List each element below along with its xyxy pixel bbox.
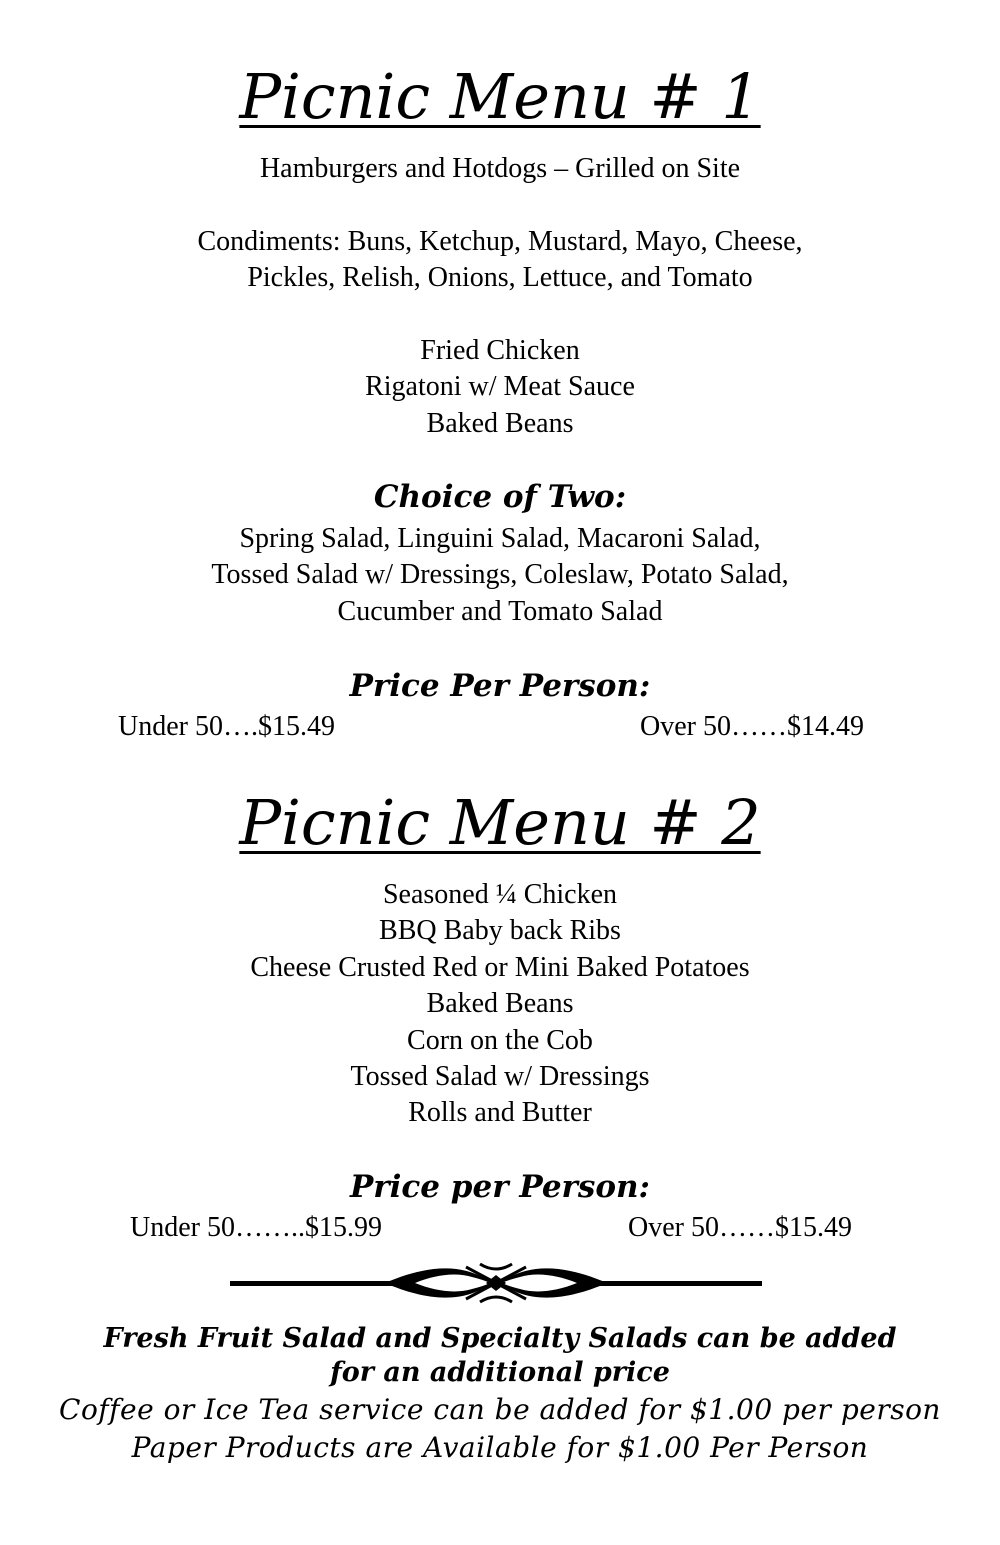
footer-note (0, 1322, 1000, 1390)
footer-bold-line: for an additional price (330, 1357, 670, 1388)
menu1-item: Baked Beans (426, 407, 574, 439)
menu1-condiments-line: Pickles, Relish, Onions, Lettuce, and Tomato (247, 262, 753, 294)
menu1-condiments (0, 224, 1000, 297)
menu1-condiments-line: Condiments: Buns, Ketchup, Mustard, Mayo, Cheese, (197, 226, 803, 257)
menu2-item: Rolls and Butter (408, 1097, 592, 1129)
menu2-title: Picnic Menu # 2 (239, 786, 761, 859)
menu1-choice-list (0, 521, 1000, 630)
menu1-choice-line: Cucumber and Tomato Salad (337, 595, 663, 627)
menu2-price-heading-block (0, 1170, 1000, 1204)
footer-bold-line: Fresh Fruit Salad and Specialty Salads can be added (103, 1323, 897, 1354)
footer-services (0, 1391, 1000, 1467)
menu1-price-under: Under 50….$15.49 (118, 711, 335, 742)
menu2-price-heading: Price per Person: (350, 1169, 650, 1205)
menu2-item: Baked Beans (426, 988, 574, 1020)
menu2-item: Seasoned ¼ Chicken (382, 879, 618, 910)
menu1-items (0, 333, 1000, 442)
menu1-intro: Hamburgers and Hotdogs – Grilled on Site (259, 153, 741, 184)
footer-coffee: Coffee or Ice Tea service can be added for $1.00 per person (59, 1393, 941, 1426)
menu2-price-over: Over 50……$15.49 (628, 1212, 852, 1243)
menu2-title-block (0, 786, 1000, 859)
ornament-divider-icon (230, 1260, 762, 1306)
menu2-items (0, 877, 1000, 1132)
menu2-item: Cheese Crusted Red or Mini Baked Potatoes (250, 951, 750, 983)
menu1-choice-heading: Choice of Two: (373, 479, 627, 515)
menu2-item: Tossed Salad w/ Dressings (350, 1061, 650, 1093)
menu1-choice-heading-block (0, 480, 1000, 514)
menu1-title: Picnic Menu # 1 (239, 60, 761, 133)
menu1-item: Fried Chicken (420, 335, 580, 366)
menu1-item: Rigatoni w/ Meat Sauce (365, 371, 635, 403)
menu1-price-heading-block (0, 669, 1000, 703)
menu2-price-under: Under 50……..$15.99 (130, 1212, 382, 1243)
menu1-choice-line: Spring Salad, Linguini Salad, Macaroni Salad, (239, 523, 761, 554)
menu1-choice-line: Tossed Salad w/ Dressings, Coleslaw, Potato Salad, (211, 559, 789, 591)
menu2-item: Corn on the Cob (407, 1024, 593, 1056)
menu1-price-over: Over 50……$14.49 (640, 711, 864, 742)
menu1-title-block (0, 60, 1000, 133)
menu2-item: BBQ Baby back Ribs (379, 915, 621, 947)
footer-paper: Paper Products are Available for $1.00 Per Person (131, 1431, 869, 1464)
menu1-intro-block (0, 151, 1000, 187)
menu1-price-heading: Price Per Person: (349, 668, 651, 704)
